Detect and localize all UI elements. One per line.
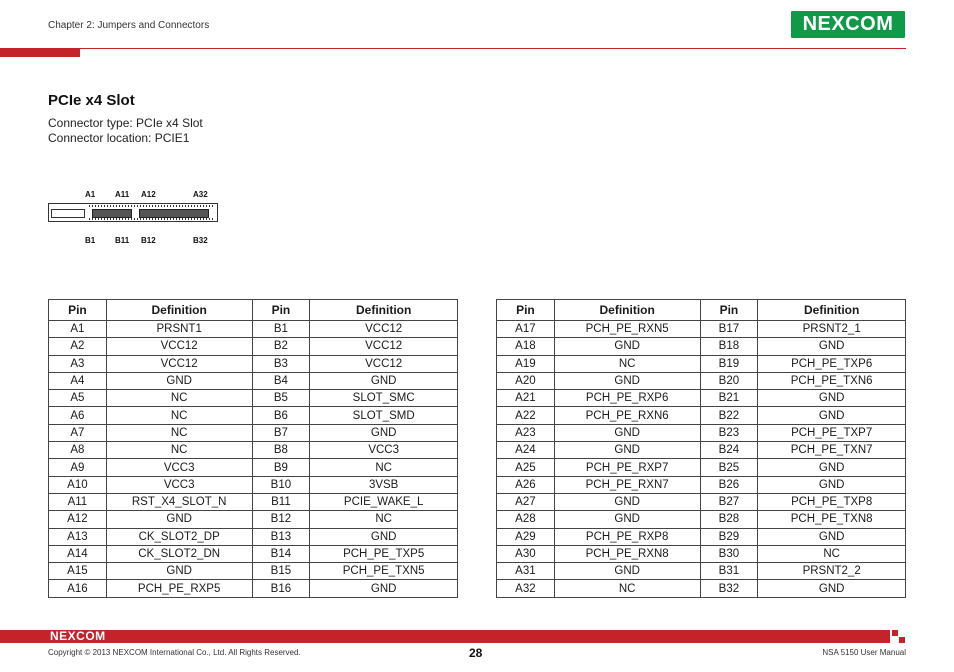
pin-cell: A30 bbox=[497, 545, 555, 562]
table-row bbox=[497, 493, 906, 510]
definition-cell: GND bbox=[554, 563, 700, 580]
slot-body bbox=[48, 203, 218, 222]
table-row bbox=[497, 476, 906, 493]
page-number: 28 bbox=[469, 646, 483, 660]
footer-corner-square bbox=[899, 637, 905, 643]
header-pin: Pin bbox=[497, 300, 555, 321]
pin-cell: A5 bbox=[49, 390, 107, 407]
pin-cell: A20 bbox=[497, 372, 555, 389]
table-header-row bbox=[49, 300, 458, 321]
pin-cell: A28 bbox=[497, 511, 555, 528]
definition-cell: PRSNT2_2 bbox=[758, 563, 906, 580]
connector-type: Connector type: PCIe x4 Slot bbox=[48, 116, 203, 130]
pin-cell: A32 bbox=[497, 580, 555, 597]
pin-cell: B6 bbox=[252, 407, 310, 424]
definition-cell: VCC12 bbox=[310, 321, 458, 338]
table-row bbox=[49, 511, 458, 528]
pin-cell: A26 bbox=[497, 476, 555, 493]
pin-cell: A29 bbox=[497, 528, 555, 545]
table-row bbox=[497, 390, 906, 407]
definition-cell: PCH_PE_TXN6 bbox=[758, 372, 906, 389]
pin-cell: A21 bbox=[497, 390, 555, 407]
pin-cell: B15 bbox=[252, 563, 310, 580]
table-row bbox=[49, 355, 458, 372]
table-row bbox=[497, 511, 906, 528]
table-row bbox=[497, 355, 906, 372]
pin-cell: A9 bbox=[49, 459, 107, 476]
pin-cell: A14 bbox=[49, 545, 107, 562]
table-row bbox=[49, 476, 458, 493]
header-definition: Definition bbox=[106, 300, 252, 321]
definition-cell: NC bbox=[554, 580, 700, 597]
table-row bbox=[497, 321, 906, 338]
pin-cell: B25 bbox=[700, 459, 758, 476]
header-definition: Definition bbox=[758, 300, 906, 321]
footer-logo: NEXCOM bbox=[50, 629, 106, 643]
header-pin: Pin bbox=[49, 300, 107, 321]
table-row bbox=[497, 338, 906, 355]
definition-cell: PCH_PE_RXP5 bbox=[106, 580, 252, 597]
definition-cell: GND bbox=[758, 476, 906, 493]
table-row bbox=[49, 580, 458, 597]
pin-cell: B11 bbox=[252, 493, 310, 510]
definition-cell: NC bbox=[106, 407, 252, 424]
pin-cell: B8 bbox=[252, 442, 310, 459]
definition-cell: NC bbox=[554, 355, 700, 372]
table-row bbox=[49, 545, 458, 562]
definition-cell: SLOT_SMD bbox=[310, 407, 458, 424]
pin-cell: B28 bbox=[700, 511, 758, 528]
pin-cell: B9 bbox=[252, 459, 310, 476]
manual-title: NSA 5150 User Manual bbox=[822, 648, 906, 657]
table-row bbox=[49, 459, 458, 476]
pin-cell: B23 bbox=[700, 424, 758, 441]
definition-cell: PCH_PE_RXP6 bbox=[554, 390, 700, 407]
definition-cell: 3VSB bbox=[310, 476, 458, 493]
section-title: PCIe x4 Slot bbox=[48, 92, 135, 109]
definition-cell: GND bbox=[554, 338, 700, 355]
pin-cell: B19 bbox=[700, 355, 758, 372]
pin-cell: B2 bbox=[252, 338, 310, 355]
definition-cell: PCH_PE_RXN8 bbox=[554, 545, 700, 562]
slot-label-b11: B11 bbox=[115, 236, 130, 245]
pin-cell: B20 bbox=[700, 372, 758, 389]
definition-cell: PCH_PE_RXP7 bbox=[554, 459, 700, 476]
pin-cell: A27 bbox=[497, 493, 555, 510]
pin-cell: B3 bbox=[252, 355, 310, 372]
pin-cell: B24 bbox=[700, 442, 758, 459]
definition-cell: GND bbox=[310, 372, 458, 389]
header-pin: Pin bbox=[700, 300, 758, 321]
pin-cell: B16 bbox=[252, 580, 310, 597]
pin-cell: A31 bbox=[497, 563, 555, 580]
pin-cell: B27 bbox=[700, 493, 758, 510]
header-definition: Definition bbox=[310, 300, 458, 321]
table-row bbox=[49, 321, 458, 338]
header-pin: Pin bbox=[252, 300, 310, 321]
slot-segment-long bbox=[139, 209, 209, 218]
slot-pins-bottom bbox=[89, 218, 214, 220]
pcie-slot-diagram bbox=[48, 188, 223, 250]
pin-cell: B1 bbox=[252, 321, 310, 338]
footer-bar bbox=[0, 630, 890, 643]
definition-cell: PCH_PE_RXP8 bbox=[554, 528, 700, 545]
pin-cell: B4 bbox=[252, 372, 310, 389]
definition-cell: VCC12 bbox=[106, 355, 252, 372]
table-row bbox=[49, 372, 458, 389]
pin-cell: B26 bbox=[700, 476, 758, 493]
definition-cell: GND bbox=[106, 563, 252, 580]
slot-label-b1: B1 bbox=[85, 236, 96, 245]
definition-cell: SLOT_SMC bbox=[310, 390, 458, 407]
table-row bbox=[49, 442, 458, 459]
definition-cell: VCC3 bbox=[106, 476, 252, 493]
definition-cell: GND bbox=[554, 442, 700, 459]
slot-label-b12: B12 bbox=[141, 236, 156, 245]
pin-cell: A25 bbox=[497, 459, 555, 476]
definition-cell: VCC3 bbox=[106, 459, 252, 476]
table-row bbox=[497, 407, 906, 424]
definition-cell: GND bbox=[554, 424, 700, 441]
footer-corner-square bbox=[892, 630, 898, 636]
definition-cell: PCIE_WAKE_L bbox=[310, 493, 458, 510]
slot-label-a32: A32 bbox=[193, 190, 208, 199]
definition-cell: GND bbox=[758, 580, 906, 597]
nexcom-logo bbox=[791, 11, 905, 38]
pin-cell: B12 bbox=[252, 511, 310, 528]
pin-cell: A24 bbox=[497, 442, 555, 459]
definition-cell: PCH_PE_TXN8 bbox=[758, 511, 906, 528]
pin-cell: B30 bbox=[700, 545, 758, 562]
definition-cell: NC bbox=[310, 511, 458, 528]
pin-table-left bbox=[48, 299, 458, 598]
copyright-text: Copyright © 2013 NEXCOM International Co., Ltd. All Rights Reserved. bbox=[48, 648, 301, 657]
pin-table-right bbox=[496, 299, 906, 598]
table-row bbox=[497, 372, 906, 389]
slot-label-a11: A11 bbox=[115, 190, 130, 199]
pin-cell: A16 bbox=[49, 580, 107, 597]
definition-cell: NC bbox=[758, 545, 906, 562]
definition-cell: NC bbox=[106, 424, 252, 441]
header-accent-bar bbox=[0, 48, 80, 57]
definition-cell: PCH_PE_TXN7 bbox=[758, 442, 906, 459]
definition-cell: PCH_PE_TXP8 bbox=[758, 493, 906, 510]
pin-cell: B32 bbox=[700, 580, 758, 597]
pin-cell: A4 bbox=[49, 372, 107, 389]
slot-label-a12: A12 bbox=[141, 190, 156, 199]
definition-cell: VCC3 bbox=[310, 442, 458, 459]
definition-cell: VCC12 bbox=[106, 338, 252, 355]
connector-location: Connector location: PCIE1 bbox=[48, 131, 190, 145]
definition-cell: PCH_PE_TXP5 bbox=[310, 545, 458, 562]
slot-label-a1: A1 bbox=[85, 190, 96, 199]
pin-cell: B18 bbox=[700, 338, 758, 355]
definition-cell: GND bbox=[106, 511, 252, 528]
definition-cell: GND bbox=[106, 372, 252, 389]
chapter-title: Chapter 2: Jumpers and Connectors bbox=[48, 20, 210, 31]
pin-cell: B13 bbox=[252, 528, 310, 545]
table-row bbox=[49, 528, 458, 545]
definition-cell: GND bbox=[758, 459, 906, 476]
definition-cell: CK_SLOT2_DN bbox=[106, 545, 252, 562]
pin-cell: B17 bbox=[700, 321, 758, 338]
definition-cell: PCH_PE_TXP6 bbox=[758, 355, 906, 372]
pin-cell: A2 bbox=[49, 338, 107, 355]
definition-cell: NC bbox=[106, 442, 252, 459]
definition-cell: VCC12 bbox=[310, 355, 458, 372]
pin-cell: A6 bbox=[49, 407, 107, 424]
definition-cell: NC bbox=[310, 459, 458, 476]
pin-cell: A3 bbox=[49, 355, 107, 372]
definition-cell: CK_SLOT2_DP bbox=[106, 528, 252, 545]
pin-cell: B31 bbox=[700, 563, 758, 580]
table-row bbox=[497, 459, 906, 476]
pin-cell: A19 bbox=[497, 355, 555, 372]
table-row bbox=[49, 338, 458, 355]
pin-cell: A11 bbox=[49, 493, 107, 510]
pin-cell: A12 bbox=[49, 511, 107, 528]
table-row bbox=[497, 563, 906, 580]
definition-cell: NC bbox=[106, 390, 252, 407]
definition-cell: GND bbox=[758, 528, 906, 545]
table-row bbox=[497, 424, 906, 441]
table-row bbox=[497, 442, 906, 459]
definition-cell: PCH_PE_RXN6 bbox=[554, 407, 700, 424]
header-divider bbox=[80, 48, 906, 49]
definition-cell: PCH_PE_TXN5 bbox=[310, 563, 458, 580]
pin-cell: A7 bbox=[49, 424, 107, 441]
logo-text: NEXCOM bbox=[802, 13, 894, 35]
definition-cell: GND bbox=[310, 580, 458, 597]
pin-cell: A8 bbox=[49, 442, 107, 459]
pin-cell: A18 bbox=[497, 338, 555, 355]
pin-cell: A15 bbox=[49, 563, 107, 580]
pin-cell: B14 bbox=[252, 545, 310, 562]
slot-label-b32: B32 bbox=[193, 236, 208, 245]
definition-cell: GND bbox=[310, 528, 458, 545]
definition-cell: GND bbox=[554, 372, 700, 389]
pin-cell: A23 bbox=[497, 424, 555, 441]
table-row bbox=[49, 563, 458, 580]
definition-cell: PCH_PE_RXN5 bbox=[554, 321, 700, 338]
table-row bbox=[49, 407, 458, 424]
definition-cell: GND bbox=[758, 407, 906, 424]
definition-cell: PCH_PE_TXP7 bbox=[758, 424, 906, 441]
definition-cell: GND bbox=[554, 493, 700, 510]
definition-cell: GND bbox=[310, 424, 458, 441]
pin-cell: B10 bbox=[252, 476, 310, 493]
table-row bbox=[49, 493, 458, 510]
header-definition: Definition bbox=[554, 300, 700, 321]
pin-cell: A13 bbox=[49, 528, 107, 545]
pin-cell: B22 bbox=[700, 407, 758, 424]
pin-cell: B7 bbox=[252, 424, 310, 441]
slot-segment-short bbox=[92, 209, 132, 218]
pin-cell: B21 bbox=[700, 390, 758, 407]
table-row bbox=[49, 390, 458, 407]
definition-cell: GND bbox=[554, 511, 700, 528]
definition-cell: PRSNT2_1 bbox=[758, 321, 906, 338]
definition-cell: GND bbox=[758, 390, 906, 407]
definition-cell: PRSNT1 bbox=[106, 321, 252, 338]
definition-cell: PCH_PE_RXN7 bbox=[554, 476, 700, 493]
table-row bbox=[497, 545, 906, 562]
definition-cell: GND bbox=[758, 338, 906, 355]
table-row bbox=[497, 580, 906, 597]
pin-cell: A17 bbox=[497, 321, 555, 338]
table-header-row bbox=[497, 300, 906, 321]
pin-cell: B5 bbox=[252, 390, 310, 407]
pin-cell: A10 bbox=[49, 476, 107, 493]
pin-cell: A22 bbox=[497, 407, 555, 424]
pin-cell: B29 bbox=[700, 528, 758, 545]
definition-cell: VCC12 bbox=[310, 338, 458, 355]
slot-key bbox=[51, 209, 85, 218]
definition-cell: RST_X4_SLOT_N bbox=[106, 493, 252, 510]
pin-cell: A1 bbox=[49, 321, 107, 338]
slot-pins-top bbox=[89, 205, 214, 207]
table-row bbox=[49, 424, 458, 441]
table-row bbox=[497, 528, 906, 545]
